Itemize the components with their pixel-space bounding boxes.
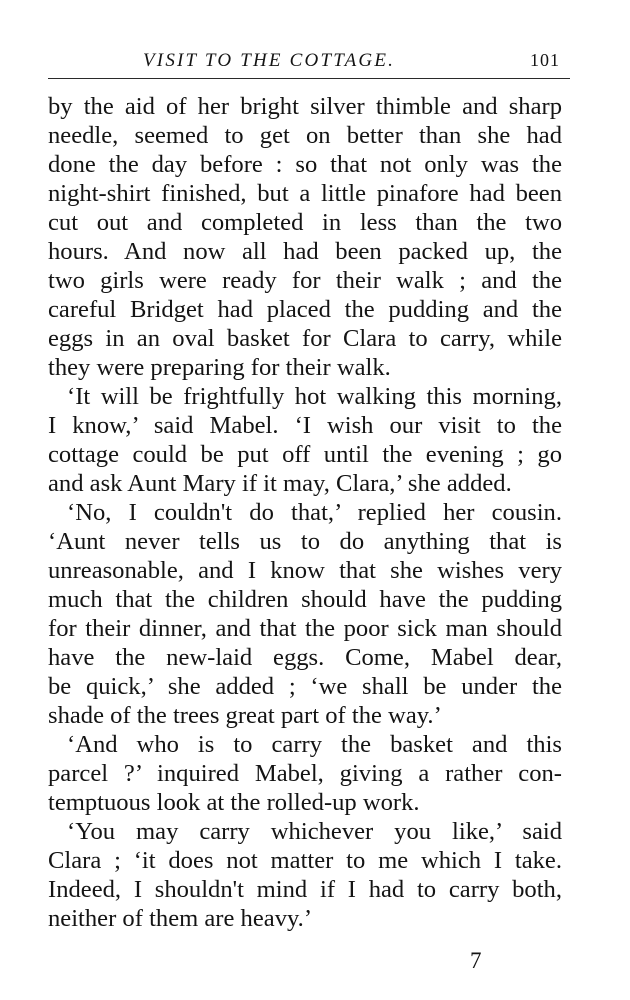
text-line: Indeed, I shouldn't mind if I had to carry both,	[48, 876, 562, 903]
text-line: eggs in an oval basket for Clara to carry, while	[48, 325, 562, 352]
text-line: ‘It will be frightfully hot walking this morning,	[67, 383, 562, 410]
text-line: needle, seemed to get on better than she had	[48, 122, 562, 149]
text-line: hours. And now all had been packed up, the	[48, 238, 562, 265]
text-line: two girls were ready for their walk ; and the	[48, 267, 562, 294]
paragraph	[48, 92, 562, 382]
text-line: parcel ?’ inquired Mabel, giving a rather con-	[48, 760, 562, 787]
text-line: cut out and completed in less than the two	[48, 209, 562, 236]
paragraph	[48, 498, 562, 730]
text-line: done the day before : so that not only was the	[48, 151, 562, 178]
text-line: Clara ; ‘it does not matter to me which I take.	[48, 847, 562, 874]
paragraph-last-line: and ask Aunt Mary if it may, Clara,’ she added.	[48, 470, 512, 497]
text-line: have the new-laid eggs. Come, Mabel dear,	[48, 644, 562, 671]
text-line: ‘You may carry whichever you like,’ said	[67, 818, 562, 845]
paragraph-last-line: neither of them are heavy.’	[48, 905, 313, 932]
text-line: I know,’ said Mabel. ‘I wish our visit to the	[48, 412, 562, 439]
text-line: much that the children should have the pudding	[48, 586, 562, 613]
paragraph-last-line: shade of the trees great part of the way.’	[48, 702, 442, 729]
text-line: ‘Aunt never tells us to do anything that is	[48, 528, 562, 555]
text-line: night-shirt finished, but a little pinafore had been	[48, 180, 562, 207]
paragraph-last-line: they were preparing for their walk.	[48, 354, 391, 381]
paragraph	[48, 730, 562, 817]
text-line: by the aid of her bright silver thimble and sharp	[48, 93, 562, 120]
running-title: VISIT TO THE COTTAGE.	[143, 50, 396, 71]
paragraph	[48, 817, 562, 933]
text-line: unreasonable, and I know that she wishes very	[48, 557, 562, 584]
signature-mark: 7	[470, 948, 482, 973]
page-number: 101	[530, 50, 560, 70]
text-line: be quick,’ she added ; ‘we shall be under the	[48, 673, 562, 700]
text-line: cottage could be put off until the evening ; go	[48, 441, 562, 468]
text-line: ‘No, I couldn't do that,’ replied her cousin.	[67, 499, 562, 526]
paragraph	[48, 382, 562, 498]
text-line: careful Bridget had placed the pudding and the	[48, 296, 562, 323]
running-header	[48, 44, 570, 79]
text-line: ‘And who is to carry the basket and this	[67, 731, 562, 758]
text-line: for their dinner, and that the poor sick man should	[48, 615, 562, 642]
paragraph-last-line: temptuous look at the rolled-up work.	[48, 789, 420, 816]
body-text	[48, 92, 562, 933]
